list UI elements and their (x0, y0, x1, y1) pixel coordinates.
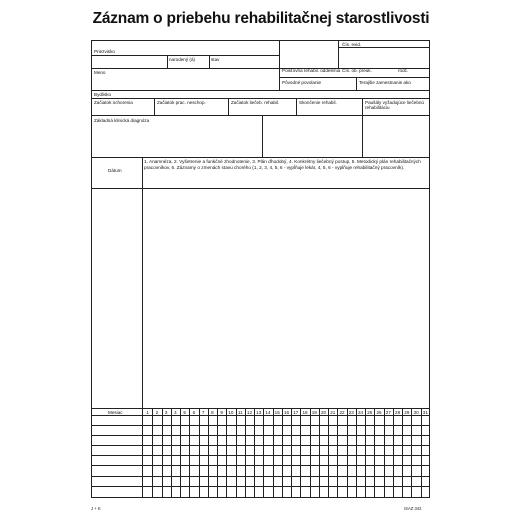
label-narodeny: narodený (á) (169, 57, 196, 62)
day-number: 2 (155, 410, 159, 415)
grid-row-rule (92, 425, 430, 426)
grid-column-rule (393, 408, 394, 497)
grid-column-rule (421, 408, 422, 497)
label-stav: stav (211, 57, 220, 62)
grid-column-rule (319, 408, 320, 497)
day-number: 27 (385, 410, 391, 415)
day-number: 20 (320, 410, 327, 415)
day-number: 23 (348, 410, 354, 415)
form-title: Záznam o priebehu rehabilitačnej starostlivosti (92, 10, 430, 27)
rule (92, 90, 430, 91)
rule (92, 55, 279, 56)
day-number: 26 (376, 410, 382, 415)
grid-column-rule (171, 408, 172, 497)
day-number: 10 (228, 410, 234, 415)
form-sheet (78, 0, 444, 520)
label-cis-ob-preuk: Čís. ob. preuk. (342, 68, 372, 73)
label-povodne-povolanie: Pôvodné povolanie (282, 80, 322, 85)
grid-column-rule (245, 408, 246, 497)
grid-column-rule (263, 408, 264, 497)
grid-column-rule (199, 408, 200, 497)
rule (362, 115, 363, 157)
rule (154, 98, 155, 115)
day-number: 3 (164, 410, 168, 415)
day-number: 9 (220, 410, 223, 415)
grid-column-rule (310, 408, 311, 497)
day-number: 19 (311, 410, 317, 415)
grid-row-rule (92, 476, 430, 477)
instructions-text: 1. Anamnéza, 2. Vyšetrenie a funkčné zhodnotenie, 3. Plán ďhodobý, 4. Konkrétny liečebný postup, 5. Metodický plán rehabilitačných pracovníkov, 6. Záznamy o zmenách stavu chorého (1, 2, 3, 4, 5, 6 - vypĺňuje lekár, 4, 5, 6 - vypĺňuje rehabilitačný pracovník). (144, 159, 421, 171)
rule (262, 115, 263, 157)
label-zaciatok-liec-rehab: Začiatok liečeb. rehabil. (231, 100, 280, 105)
day-number: 7 (201, 410, 205, 415)
rule (228, 98, 229, 115)
grid-column-rule (217, 408, 218, 497)
day-number: 8 (211, 410, 214, 415)
grid-column-rule (337, 408, 338, 497)
grid-column-rule (226, 408, 227, 497)
rule (209, 55, 210, 68)
form-frame (91, 40, 430, 498)
day-number: 5 (183, 410, 186, 415)
day-number: 6 (192, 410, 196, 415)
grid-column-rule (152, 408, 153, 497)
day-number: 11 (237, 410, 243, 415)
footer-right: ISAZ 342 (404, 506, 422, 511)
label-mesiac: Mesiac (108, 410, 123, 415)
grid-column-rule (236, 408, 237, 497)
grid-column-rule (273, 408, 274, 497)
label-poistovna: Poisťovňa rehabil. oddelenia (282, 68, 341, 73)
day-number: 29 (404, 410, 410, 415)
label-pauschy: Paušály vyžadujúce liečebnú rehabilitáciu (365, 100, 424, 110)
grid-row-rule (92, 465, 430, 466)
rule (362, 98, 363, 115)
grid-column-rule (282, 408, 283, 497)
grid-row-rule (92, 455, 430, 456)
grid-row-rule (92, 486, 430, 487)
grid-column-rule (402, 408, 403, 497)
rule (92, 115, 430, 116)
grid-column-rule (162, 408, 163, 497)
footer-left: J + K (91, 506, 101, 511)
rule (296, 98, 297, 115)
day-number: 17 (293, 410, 299, 415)
rule (142, 157, 143, 497)
day-number: 13 (256, 410, 262, 415)
day-number: 31 (422, 410, 428, 415)
rule (92, 68, 430, 69)
rule (279, 77, 430, 78)
label-meno: Meno (94, 70, 106, 75)
day-number: 28 (395, 410, 401, 415)
label-zaciatok-ochorenia: Začiatok ochorenia (94, 100, 133, 105)
rule (92, 98, 430, 99)
label-zakladna-diagnoza: Základná klinická diagnóza (94, 118, 150, 123)
day-number: 30 (413, 410, 419, 415)
grid-column-rule (300, 408, 301, 497)
day-number: 25 (367, 410, 373, 415)
rule (356, 77, 357, 90)
day-number: 12 (246, 410, 253, 415)
label-datum: Dátum (108, 168, 122, 173)
grid-column-rule (356, 408, 357, 497)
label-rodc: rodč. (398, 68, 409, 73)
grid-column-rule (347, 408, 348, 497)
grid-column-rule (189, 408, 190, 497)
day-number: 15 (274, 410, 280, 415)
label-bydlisko: Bydlisko (94, 92, 112, 97)
day-number: 1 (146, 410, 149, 415)
grid-column-rule (365, 408, 366, 497)
grid-row-rule (92, 445, 430, 446)
day-number: 16 (283, 410, 290, 415)
label-cis-evid: Čís. evid. (342, 42, 362, 47)
day-number: 18 (302, 410, 308, 415)
grid-column-rule (208, 408, 209, 497)
day-number: 24 (357, 410, 364, 415)
label-priezvisko: Priezvisko (94, 49, 115, 54)
grid-column-rule (328, 408, 329, 497)
day-number: 21 (330, 410, 336, 415)
day-number: 14 (265, 410, 271, 415)
day-number: 22 (339, 410, 345, 415)
grid-column-rule (180, 408, 181, 497)
rule (338, 47, 430, 48)
rule (338, 41, 339, 68)
grid-column-rule (411, 408, 412, 497)
grid-column-rule (291, 408, 292, 497)
label-terajsie-zamestnanie: Terajšie zamestnanie ako (359, 80, 411, 85)
grid-column-rule (374, 408, 375, 497)
rule (279, 41, 280, 90)
label-skoncenie-rehab: Skončenie rehabil. (299, 100, 337, 105)
rule (167, 55, 168, 68)
day-number: 4 (174, 410, 177, 415)
label-zaciatok-prac-neschop: Začiatok prac. neschop. (157, 100, 206, 105)
grid-row-rule (92, 435, 430, 436)
grid-column-rule (384, 408, 385, 497)
grid-column-rule (254, 408, 255, 497)
